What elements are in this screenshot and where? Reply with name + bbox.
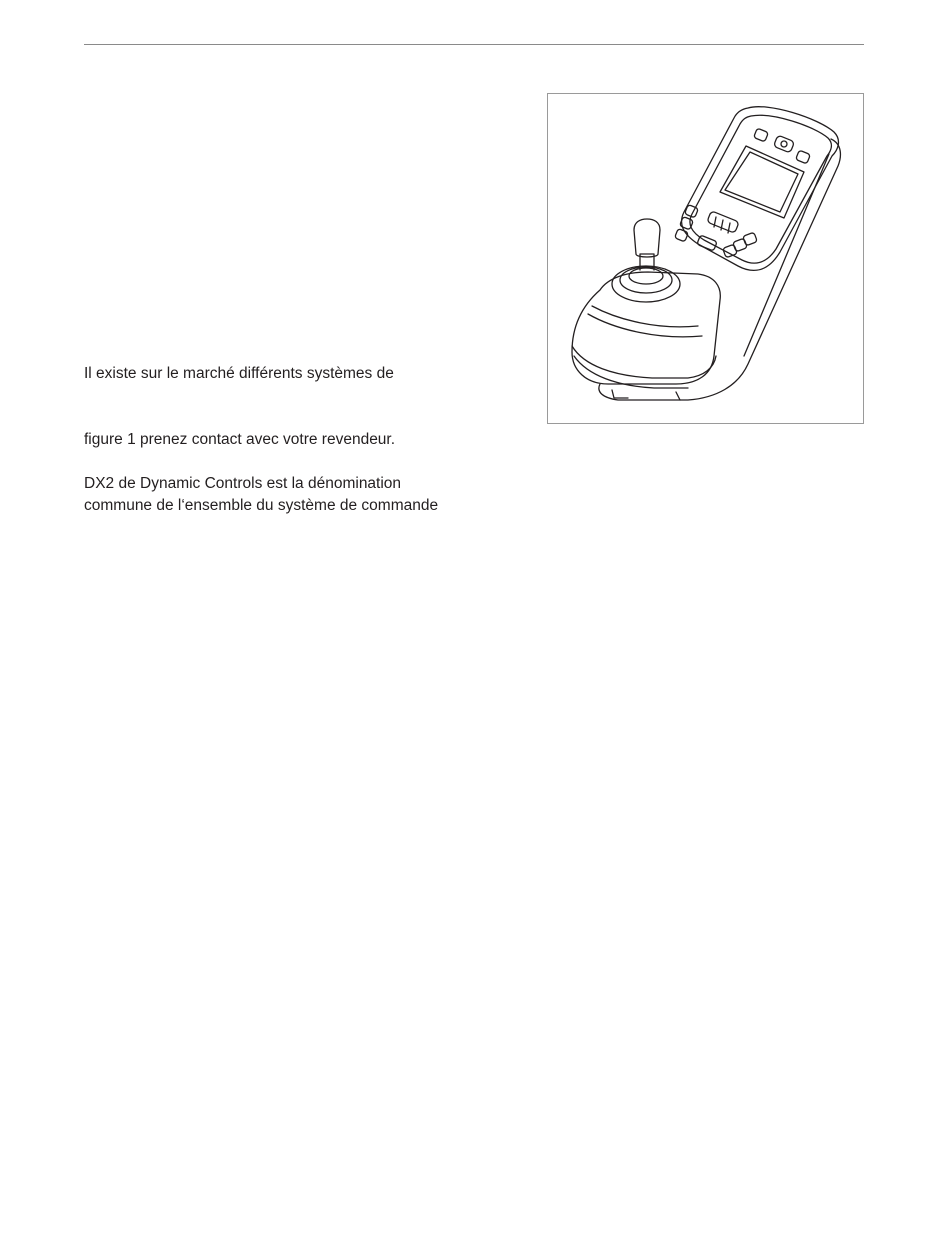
paragraph-line-2: figure 1 prenez contact avec votre revendeur.	[84, 431, 396, 448]
paragraph-line-1: Il existe sur le marché différents systèmes de	[84, 365, 394, 382]
header-rule	[84, 44, 864, 45]
paragraph-line-3: DX2 de Dynamic Controls est la dénomination	[84, 475, 402, 492]
figure-frame	[547, 93, 864, 424]
paragraph-line-4: commune de l‘ensemble du système de commande	[84, 497, 439, 514]
joystick-controller-icon	[548, 94, 863, 423]
